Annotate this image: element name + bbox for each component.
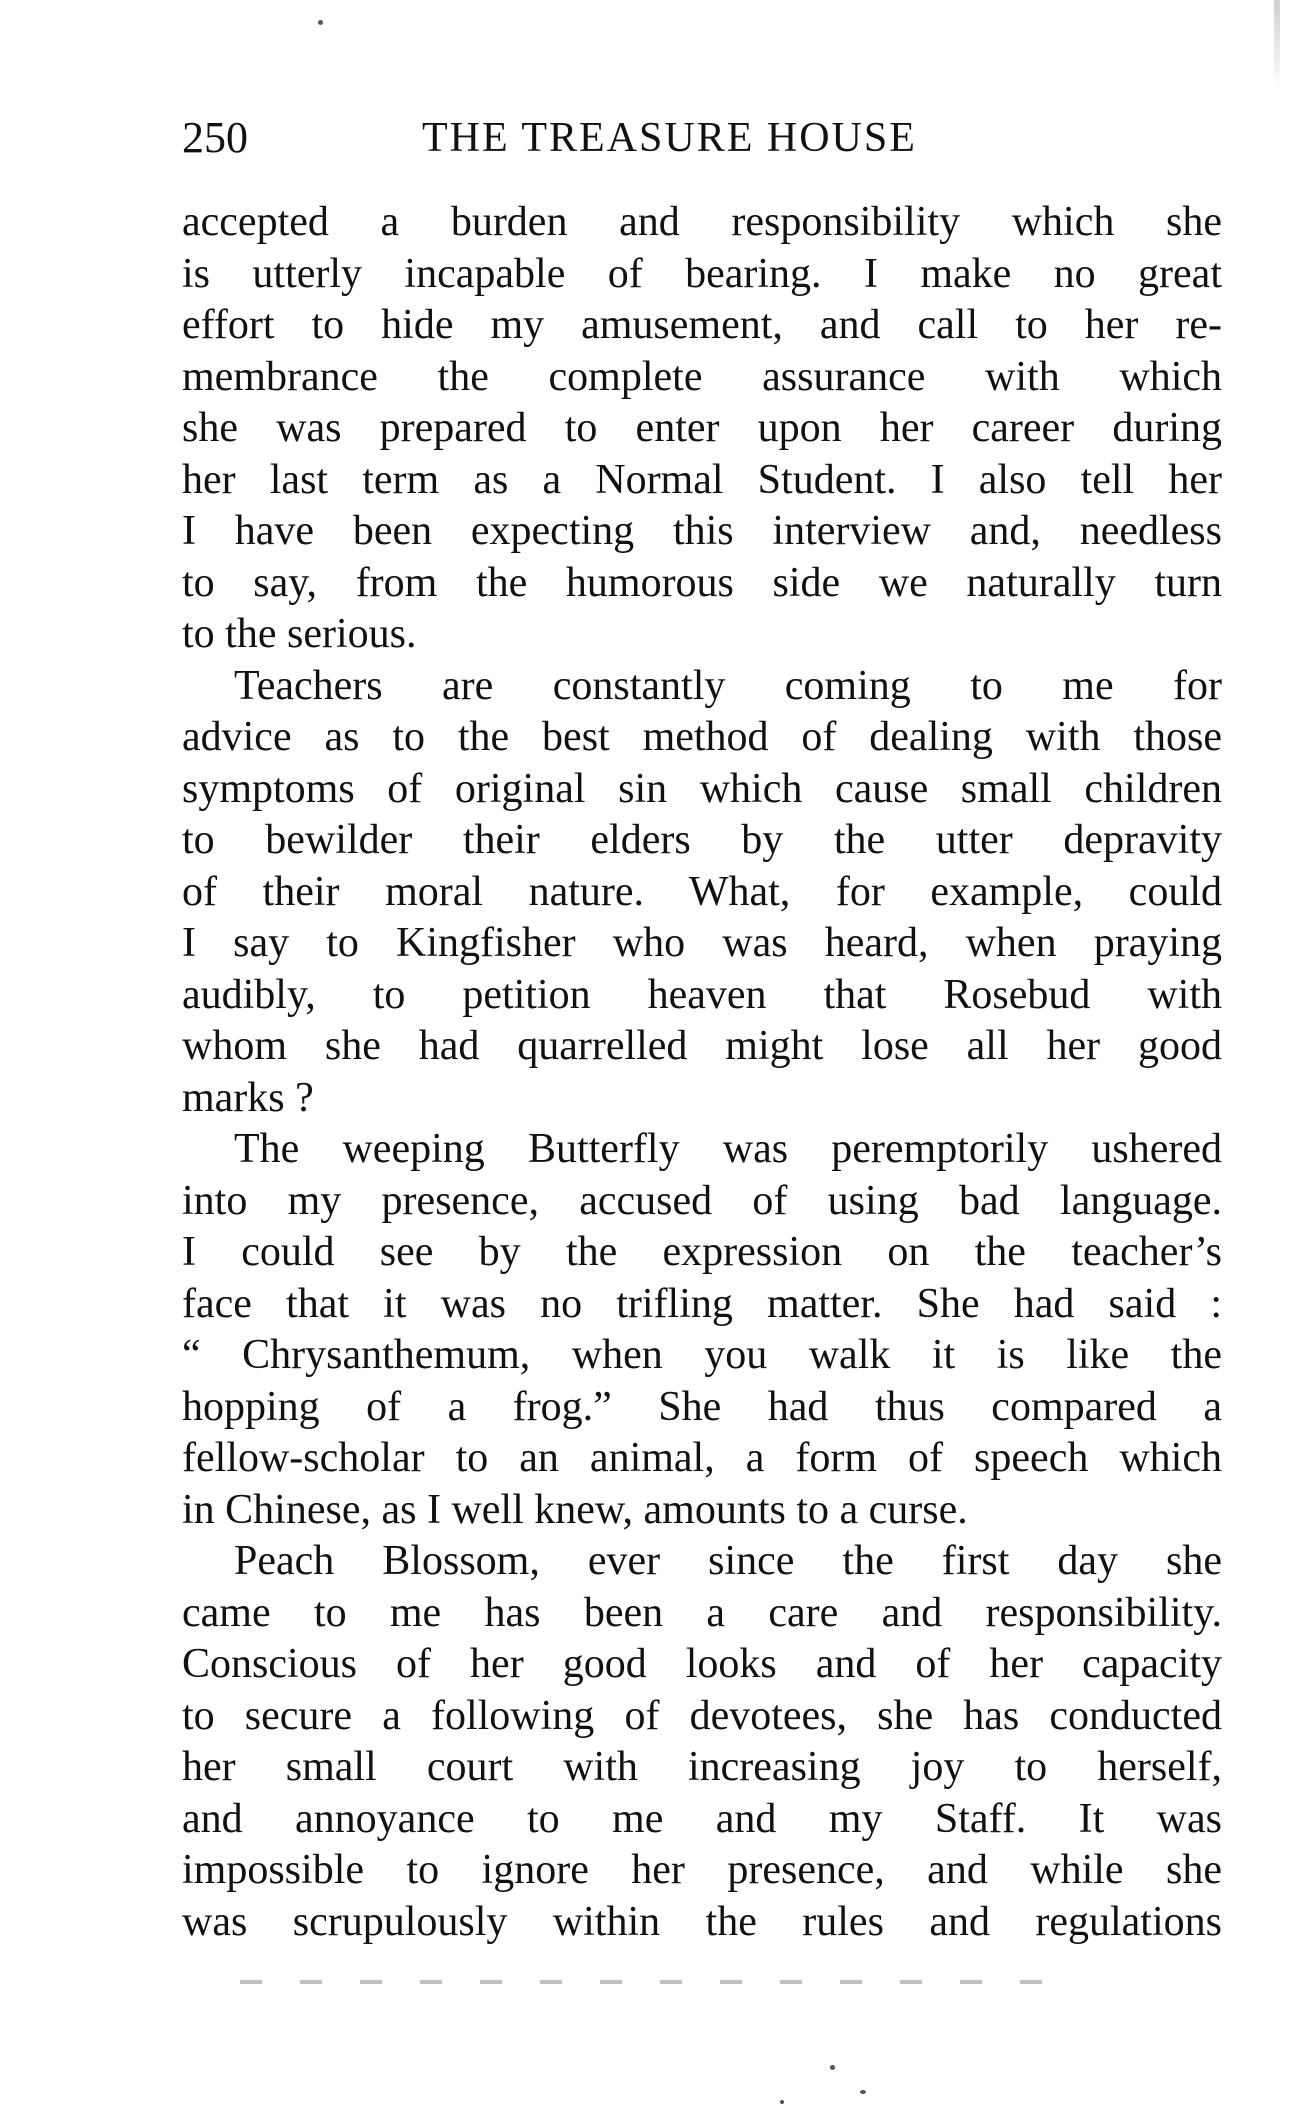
text-line: of their moral nature. What, for example, could [182, 868, 1222, 915]
body-text [182, 197, 1222, 1948]
text-line: is utterly incapable of bearing. I make no great [182, 250, 1222, 297]
text-line: in Chinese, as I well knew, amounts to a curse. [182, 1486, 968, 1533]
text-line: “ Chrysanthemum, when you walk it is like the [182, 1332, 1222, 1378]
text-line: to bewilder their elders by the utter depravity [182, 817, 1222, 863]
text-line: into my presence, accused of using bad language. [182, 1177, 1222, 1224]
text-line: fellow-scholar to an animal, a form of speech which [182, 1435, 1222, 1481]
text-line: advice as to the best method of dealing with those [182, 714, 1222, 760]
text-line: I say to Kingfisher who was heard, when praying [182, 920, 1222, 966]
text-line: was scrupulously within the rules and regulations [182, 1898, 1222, 1945]
ink-speck [860, 2090, 866, 2094]
text-line: hopping of a frog.” She had thus compared a [182, 1383, 1222, 1430]
text-line: Peach Blossom, ever since the first day she [234, 1538, 1222, 1584]
text-line: Conscious of her good looks and of her capacity [182, 1641, 1222, 1687]
ink-speck [780, 2100, 784, 2104]
text-line: symptoms of original sin which cause small children [182, 765, 1222, 812]
text-line: marks ? [182, 1074, 314, 1121]
text-line: came to me has been a care and responsibility. [182, 1589, 1222, 1636]
text-line: effort to hide my amusement, and call to her re- [182, 302, 1222, 348]
text-line: to the serious. [182, 611, 417, 657]
text-line: membrance the complete assurance with which [182, 353, 1222, 400]
text-line: audibly, to petition heaven that Rosebud with [182, 971, 1222, 1018]
text-line: to say, from the humorous side we naturally turn [182, 559, 1222, 606]
running-title: THE TREASURE HOUSE [422, 115, 917, 161]
text-line: I could see by the expression on the teacher’s [182, 1229, 1222, 1275]
bottom-rule-artifact [240, 1980, 1080, 1984]
text-line: accepted a burden and responsibility which she [182, 199, 1222, 245]
text-line: her last term as a Normal Student. I also tell her [182, 456, 1222, 503]
page-number: 250 [182, 113, 248, 162]
text-line: whom she had quarrelled might lose all her good [182, 1023, 1222, 1069]
page-header [182, 108, 1222, 168]
ink-speck [830, 2065, 835, 2070]
text-line: to secure a following of devotees, she has conducted [182, 1692, 1222, 1739]
text-line: Teachers are constantly coming to me for [234, 662, 1222, 709]
text-line: I have been expecting this interview and, needless [182, 508, 1222, 554]
text-line: impossible to ignore her presence, and while she [182, 1847, 1222, 1893]
text-line: face that it was no trifling matter. She had said : [182, 1280, 1222, 1327]
text-line: The weeping Butterfly was peremptorily ushered [234, 1126, 1222, 1172]
ink-speck [318, 20, 323, 25]
text-line: and annoyance to me and my Staff. It was [182, 1795, 1222, 1842]
text-line: her small court with increasing joy to herself, [182, 1744, 1222, 1790]
page-edge-mark [1274, 0, 1280, 90]
text-line: she was prepared to enter upon her career during [182, 405, 1222, 451]
